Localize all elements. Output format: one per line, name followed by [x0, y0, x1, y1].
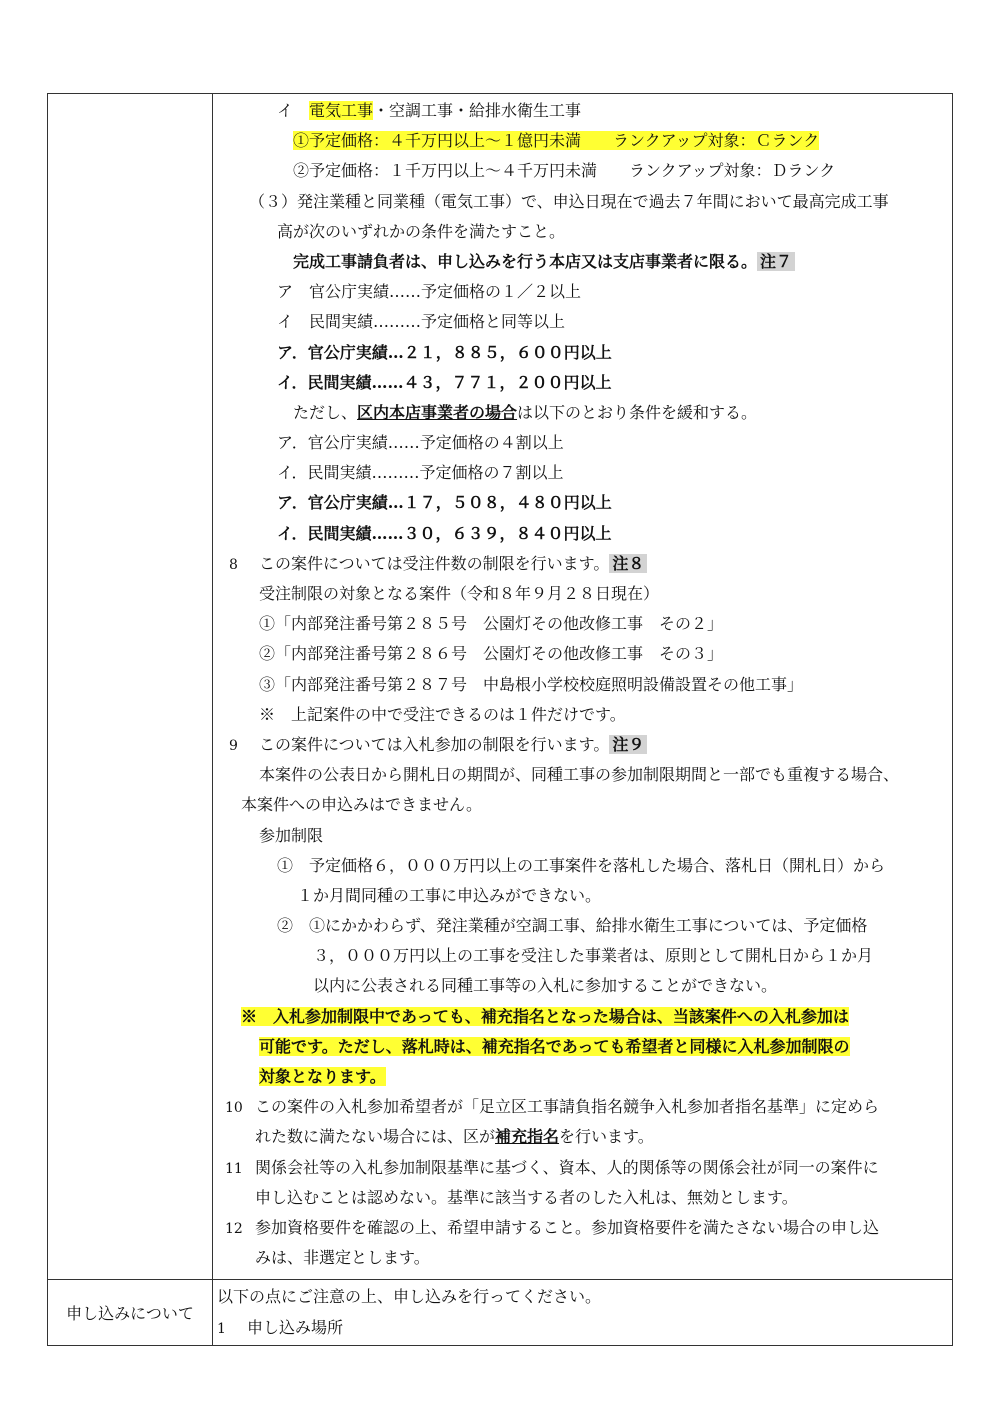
sec11-line2: 申し込むことは認めない。基準に該当する者のした入札は、無効とします。 [255, 1187, 798, 1207]
application-content-cell [213, 1280, 953, 1345]
sec9-heading: 9 この案件については入札参加の制限を行います。 注９ [221, 730, 944, 760]
sec8-case1: ①「内部発注番号第２８５号 公園灯その他改修工事 その２」 [259, 614, 724, 634]
i2-line: イ．民間実績………予定価格の７割以上 [277, 463, 564, 483]
requirements-table [47, 93, 953, 1346]
elec-rank-c: ①予定価格：４千万円以上～１億円未満 ランクアップ対象：Ｃランク [293, 131, 820, 151]
sec9-r1b: １か月間同種の工事に申込みができない。 [297, 885, 602, 905]
sec8-case3: ③「内部発注番号第２８７号 中島根小学校校庭照明設備設置その他工事」 [259, 674, 804, 694]
a2b-line: ア．官公庁実績…１７，５０８，４８０円以上 [277, 493, 612, 513]
sec10-line2: れた数に満たない場合には、区が補充指名を行います。 [255, 1127, 654, 1147]
sec9-highlight-b: 可能です。ただし、落札時は、補充指名であっても希望者と同様に入札参加制限の [259, 1036, 850, 1056]
row1-label-cell [48, 94, 213, 1280]
i1b-line: イ．民間実績……４３，７７１，２００円以上 [277, 372, 612, 392]
application-label: 申し込みについて [66, 1304, 194, 1323]
row1-content-cell [213, 94, 953, 1280]
elec-title: イ 電気工事・空調工事・給排水衛生工事 [277, 101, 582, 120]
sec8-remark: ※ 上記案件の中で受注できるのは１件だけです。 [259, 704, 626, 724]
note7-badge: 注７ [757, 252, 795, 271]
p3-line2: 高が次のいずれかの条件を満たすこと。 [277, 221, 566, 241]
sec8-case2: ②「内部発注番号第２８６号 公園灯その他改修工事 その３」 [259, 644, 724, 664]
sec9-r2c: 以内に公表される同種工事等の入札に参加することができない。 [313, 976, 778, 996]
application-intro: 以下の点にご注意の上、申し込みを行ってください。 [217, 1287, 602, 1307]
sec9-r2a: ② ①にかかわらず、発注業種が空調工事、給排水衛生工事については、予定価格 [277, 916, 868, 936]
application-label-cell [48, 1280, 213, 1345]
a2-line: ア．官公庁実績……予定価格の４割以上 [277, 433, 564, 453]
note8-badge: 注８ [609, 554, 647, 573]
sec11-line1: 11 関係会社等の入札参加制限基準に基づく、資本、人的関係等の関係会社が同一の案件に [225, 1157, 879, 1177]
sec9-highlight-a: ※ 入札参加制限中であっても、補充指名となった場合は、当該案件への入札参加は [241, 1006, 849, 1026]
sec12-line1: 12 参加資格要件を確認の上、希望申請すること。参加資格要件を満たさない場合の申し込 [225, 1217, 880, 1237]
sec9-sub: 参加制限 [259, 825, 324, 845]
i2b-line: イ．民間実績……３０，６３９，８４０円以上 [277, 523, 612, 543]
p3-line1: （３）発注業種と同業種（電気工事）で、申込日現在で過去７年間において最高完成工事 [249, 191, 889, 211]
sec9-r2b: ３，０００万円以上の工事を受注した事業者は、原則として開札日から１か月 [313, 946, 874, 966]
i1-line: イ 民間実績………予定価格と同等以上 [277, 312, 566, 332]
sec9-p1b: 本案件への申込みはできません。 [241, 795, 482, 815]
sec8-sub: 受注制限の対象となる案件（令和８年９月２８日現在） [259, 584, 660, 603]
sec9-highlight-c: 対象となります。 [259, 1067, 386, 1086]
sec9-p1a: 本案件の公表日から開札日の期間が、同種工事の参加制限期間と一部でも重複する場合、 [259, 765, 900, 785]
application-item1: 1 申し込み場所 [217, 1317, 344, 1337]
p3-bold: 完成工事請負者は、申し込みを行う本店又は支店事業者に限る。 注７ [221, 247, 944, 277]
a1-line: ア 官公庁実績……予定価格の１／２以上 [277, 282, 582, 302]
elec-rank-d: ②予定価格：１千万円以上～４千万円未満 ランクアップ対象：Ｄランク [293, 161, 836, 181]
sec9-r1a: ① 予定価格６，０００万円以上の工事案件を落札した場合、落札日（開札日）から [277, 855, 886, 875]
sec8-heading: 8 この案件については受注件数の制限を行います。 注８ [221, 549, 944, 579]
sec10-line1: 10 この案件の入札参加希望者が「足立区工事請負指名競争入札参加者指名基準」に定めら [225, 1097, 880, 1117]
sec12-line2: みは、非選定とします。 [255, 1248, 430, 1268]
note9-badge: 注９ [609, 735, 647, 754]
a1b-line: ア．官公庁実績…２１，８８５，６００円以上 [277, 342, 612, 362]
tadashi-line: ただし、区内本店事業者の場合は以下のとおり条件を緩和する。 [293, 402, 758, 422]
